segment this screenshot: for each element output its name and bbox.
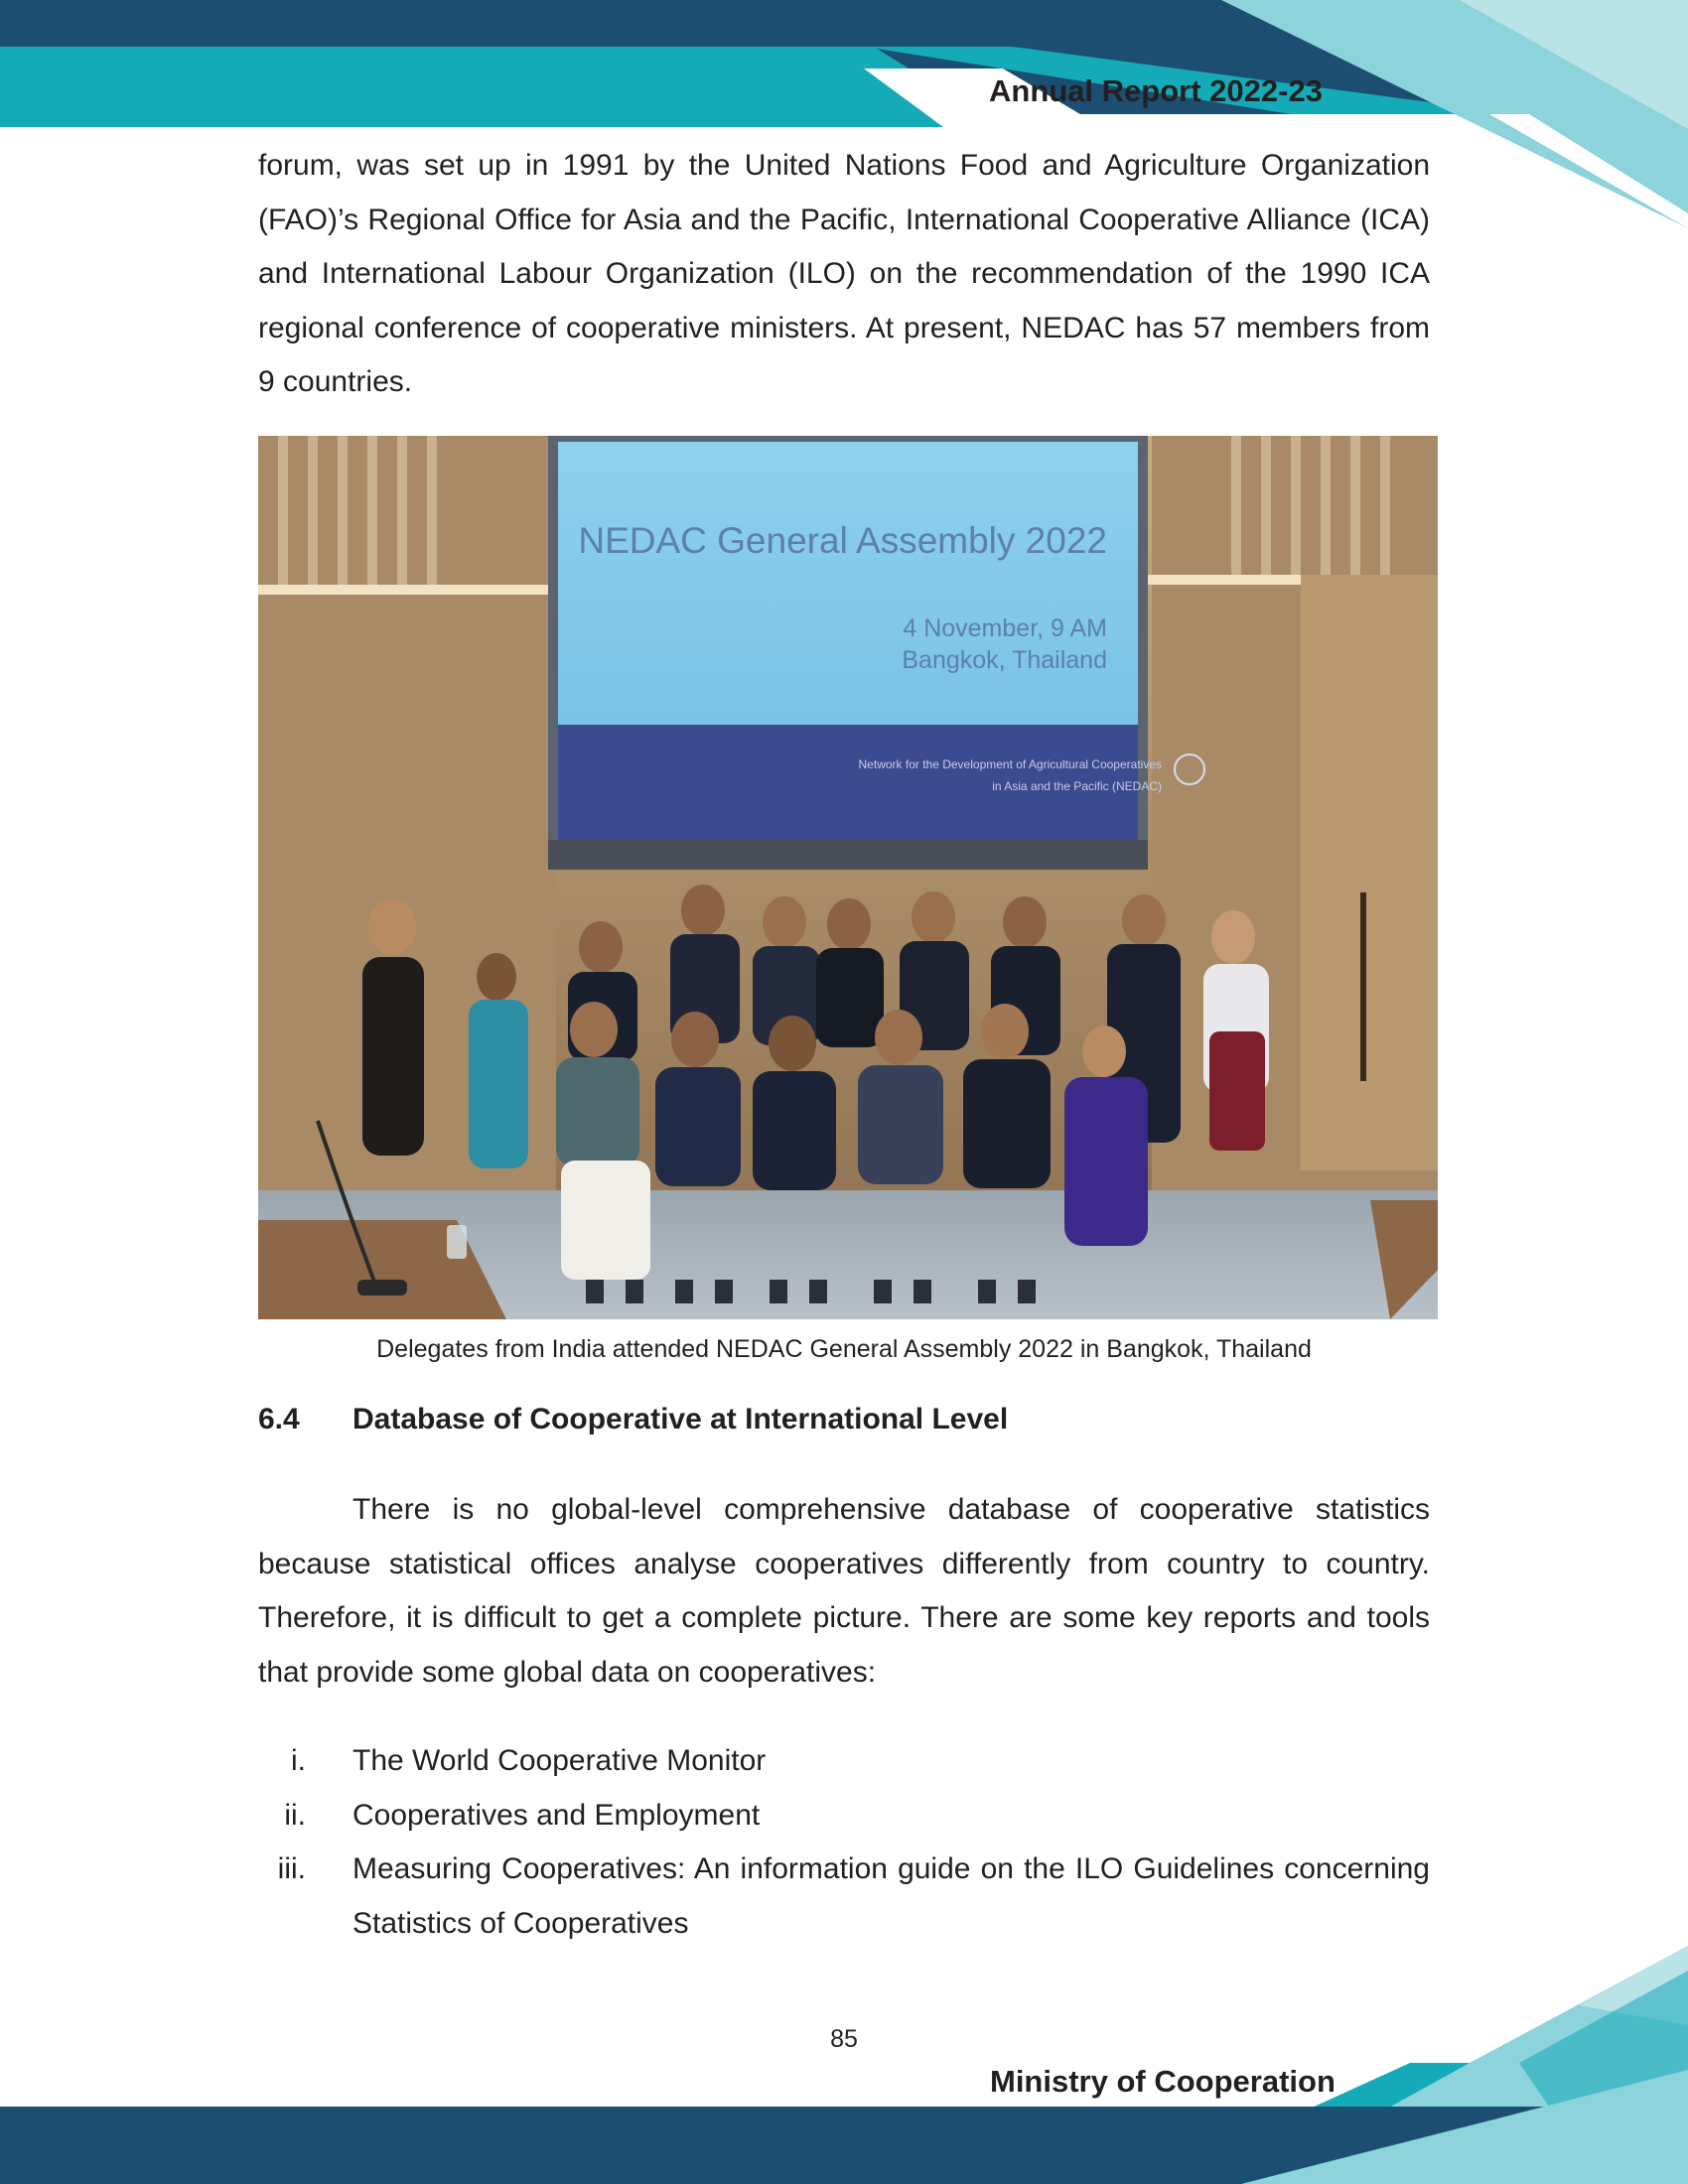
screen-place: Bangkok, Thailand: [902, 646, 1107, 674]
screen-org-line2: in Asia and the Pacific (NEDAC): [992, 779, 1162, 793]
list-marker: ii.: [284, 1798, 306, 1832]
ministry-name: Ministry of Cooperation: [990, 2064, 1336, 2099]
screen-title: NEDAC General Assembly 2022: [578, 520, 1107, 561]
section-number: 6.4: [258, 1403, 300, 1435]
reports-list: [258, 1734, 1430, 1951]
section-body: [258, 1483, 1430, 1700]
section-title: Database of Cooperative at International Level: [352, 1403, 1009, 1435]
list-item-text: The World Cooperative Monitor: [352, 1744, 767, 1777]
list-marker: iii.: [277, 1852, 306, 1885]
list-marker: i.: [291, 1744, 306, 1777]
list-item: [258, 1843, 1430, 1951]
assembly-photo: [258, 436, 1438, 1319]
intro-paragraph: forum, was set up in 1991 by the United Nations Food and Agriculture Organization (FAO)’s Regional Office for Asia and the Pacific, International Cooperative Alliance (ICA) and International Labour Organization (ILO) on the recommendation of the 1990 ICA regional conference of cooperative ministers. At present, NEDAC has 57 members from 9 countries.: [258, 149, 1430, 398]
section-paragraph: There is no global-level comprehensive database of cooperative statistics because statistical offices analyse cooperatives differently from country to country. Therefore, it is difficult to get a complete picture. There are some key reports and tools that provide some global data on cooperatives:: [258, 1493, 1430, 1689]
intro-section: [258, 139, 1430, 410]
list-item-text: Measuring Cooperatives: An information guide on the ILO Guidelines concerning Statistics of Cooperatives: [352, 1852, 1430, 1940]
list-item: [258, 1734, 1430, 1789]
screen-org-line1: Network for the Development of Agricultural Cooperatives: [858, 757, 1162, 771]
section-heading: [258, 1403, 1008, 1436]
list-item: [258, 1789, 1430, 1843]
list-item-text: Cooperatives and Employment: [352, 1798, 761, 1832]
report-title: Annual Report 2022-23: [989, 73, 1323, 108]
photo-caption: Delegates from India attended NEDAC General Assembly 2022 in Bangkok, Thailand: [376, 1335, 1312, 1363]
screen-date: 4 November, 9 AM: [903, 614, 1107, 642]
page-number: 85: [830, 2025, 858, 2053]
photo-illustration: [258, 436, 1438, 1319]
